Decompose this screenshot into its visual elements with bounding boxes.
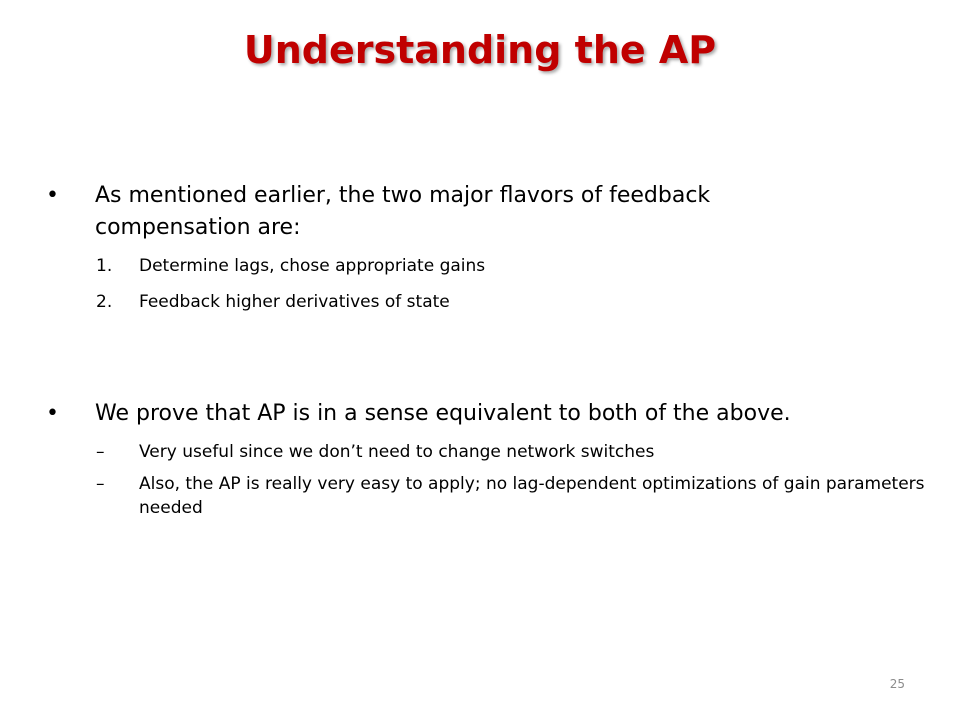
dash-list-item bbox=[0, 440, 929, 464]
bullet-text: As mentioned earlier, the two major flavors of feedback compensation are: bbox=[95, 183, 711, 240]
numbered-list-item bbox=[0, 290, 929, 314]
bullet-text: We prove that AP is in a sense equivalent to both of the above. bbox=[95, 401, 791, 426]
list-number: 1. bbox=[96, 256, 113, 276]
dash-list-item bbox=[0, 472, 929, 520]
dash-list bbox=[0, 440, 960, 520]
numbered-list bbox=[0, 254, 960, 314]
bullet-marker: • bbox=[46, 401, 59, 426]
list-item-text: Very useful since we don’t need to change network switches bbox=[139, 442, 655, 462]
bullet-item bbox=[0, 180, 855, 244]
list-number: 2. bbox=[96, 292, 113, 312]
list-item-text: Also, the AP is really very easy to apply; no lag-dependent optimizations of gain parameters needed bbox=[139, 474, 925, 518]
bullet-group-ap-equivalence bbox=[0, 398, 960, 528]
page-number: 25 bbox=[889, 677, 905, 691]
dash-marker: – bbox=[96, 442, 105, 462]
dash-marker: – bbox=[96, 474, 105, 494]
bullet-item bbox=[0, 398, 935, 430]
bullet-marker: • bbox=[46, 183, 59, 208]
numbered-list-item bbox=[0, 254, 929, 278]
slide-title: Understanding the AP bbox=[243, 28, 717, 72]
bullet-group-feedback-flavors bbox=[0, 180, 960, 326]
list-item-text: Determine lags, chose appropriate gains bbox=[139, 256, 486, 276]
list-item-text: Feedback higher derivatives of state bbox=[139, 292, 450, 312]
